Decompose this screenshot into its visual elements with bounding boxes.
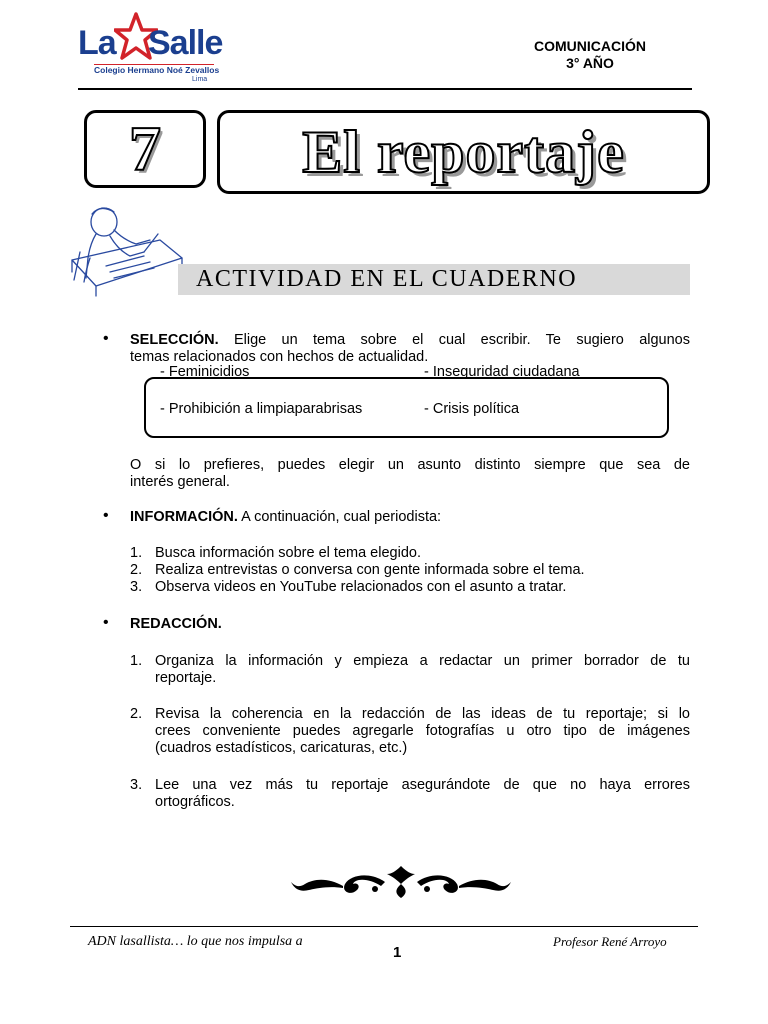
student-writing-illustration	[66, 200, 186, 300]
seleccion-paragraph	[130, 332, 690, 366]
unit-title: El reportaje	[302, 118, 625, 185]
bullet-icon: •	[103, 507, 109, 524]
alternative-text-2: interés general.	[130, 474, 230, 490]
activity-banner	[178, 264, 690, 295]
topic-item: - Prohibición a limpiaparabrisas	[160, 401, 363, 417]
logo-word-la: La	[78, 24, 116, 62]
footer-divider	[70, 926, 698, 927]
page-number: 1	[393, 944, 402, 961]
list-item: 3. Observa videos en YouTube relacionados con el asunto a tratar.	[130, 579, 567, 595]
step-text: (cuadros estadísticos, caricaturas, etc.)	[155, 740, 408, 756]
step-text: crees conveniente puedes agregarle fotografías u otro tipo de imágenes	[155, 723, 690, 739]
header-divider	[78, 88, 692, 90]
informacion-steps	[130, 545, 690, 596]
seleccion-text: Elige un tema sobre el cual escribir. Te sugiero algunos	[218, 332, 690, 348]
topic-item: - Feminicidios	[160, 364, 250, 380]
unit-title-box	[217, 110, 710, 194]
footer-motto: ADN lasallista… lo que nos impulsa a	[88, 934, 303, 949]
unit-number: 7	[129, 113, 161, 184]
step-text: Busca información sobre el tema elegido.	[155, 545, 421, 561]
alternative-paragraph	[130, 457, 690, 491]
list-item: 1. Busca información sobre el tema elegido.	[130, 545, 421, 561]
topic-item: - Inseguridad ciudadana	[424, 364, 580, 380]
seleccion-label: SELECCIÓN.	[130, 332, 219, 348]
activity-title: ACTIVIDAD EN EL CUADERNO	[196, 266, 578, 292]
alternative-text-1: O si lo prefieres, puedes elegir un asunto distinto siempre que sea de	[130, 457, 690, 473]
list-item: 2. Revisa la coherencia en la redacción de las ideas de tu reportaje; si lo crees conveniente puedes agregarle fotografías u otro tipo de imágenes (cuadros estadísticos, caricaturas, etc.)	[130, 706, 690, 756]
list-item: 2. Realiza entrevistas o conversa con gente informada sobre el tema.	[130, 562, 585, 578]
step-text: Revisa la coherencia en la redacción de las ideas de tu reportaje; si lo	[155, 706, 690, 722]
step-text: Observa videos en YouTube relacionados con el asunto a tratar.	[155, 579, 567, 595]
redaccion-label: REDACCIÓN.	[130, 616, 222, 632]
ornament-divider-icon	[285, 862, 517, 902]
step-text: reportaje.	[155, 670, 217, 686]
list-item: 3. Lee una vez más tu reportaje asegurándote de que no haya errores ortográficos.	[130, 777, 690, 810]
step-text: Lee una vez más tu reportaje asegurándote de que no haya errores	[155, 777, 690, 793]
footer-teacher: Profesor René Arroyo	[553, 934, 667, 949]
informacion-paragraph	[130, 509, 690, 526]
bullet-icon: •	[103, 330, 109, 347]
step-text: Organiza la información y empieza a redactar un primer borrador de tu	[155, 653, 690, 669]
subject-label: COMUNICACIÓN	[534, 38, 646, 54]
course-info	[500, 38, 680, 72]
list-item: 1. Organiza la información y empieza a redactar un primer borrador de tu reportaje.	[130, 653, 690, 686]
informacion-label: INFORMACIÓN.	[130, 509, 238, 525]
logo-word-salle: Salle	[148, 24, 223, 62]
step-text: Realiza entrevistas o conversa con gente informada sobre el tema.	[155, 562, 585, 578]
grade-label: 3° AÑO	[566, 55, 614, 71]
bullet-icon: •	[103, 614, 109, 631]
step-text: ortográficos.	[155, 794, 235, 810]
logo-school-name: Colegio Hermano Noé Zevallos	[94, 65, 220, 75]
unit-number-box	[84, 110, 206, 188]
logo-city: Lima	[192, 76, 208, 83]
seleccion-text-2: temas relacionados con hechos de actualidad.	[130, 349, 429, 365]
topic-item: - Crisis política	[424, 401, 520, 417]
informacion-text: A continuación, cual periodista:	[237, 509, 442, 525]
